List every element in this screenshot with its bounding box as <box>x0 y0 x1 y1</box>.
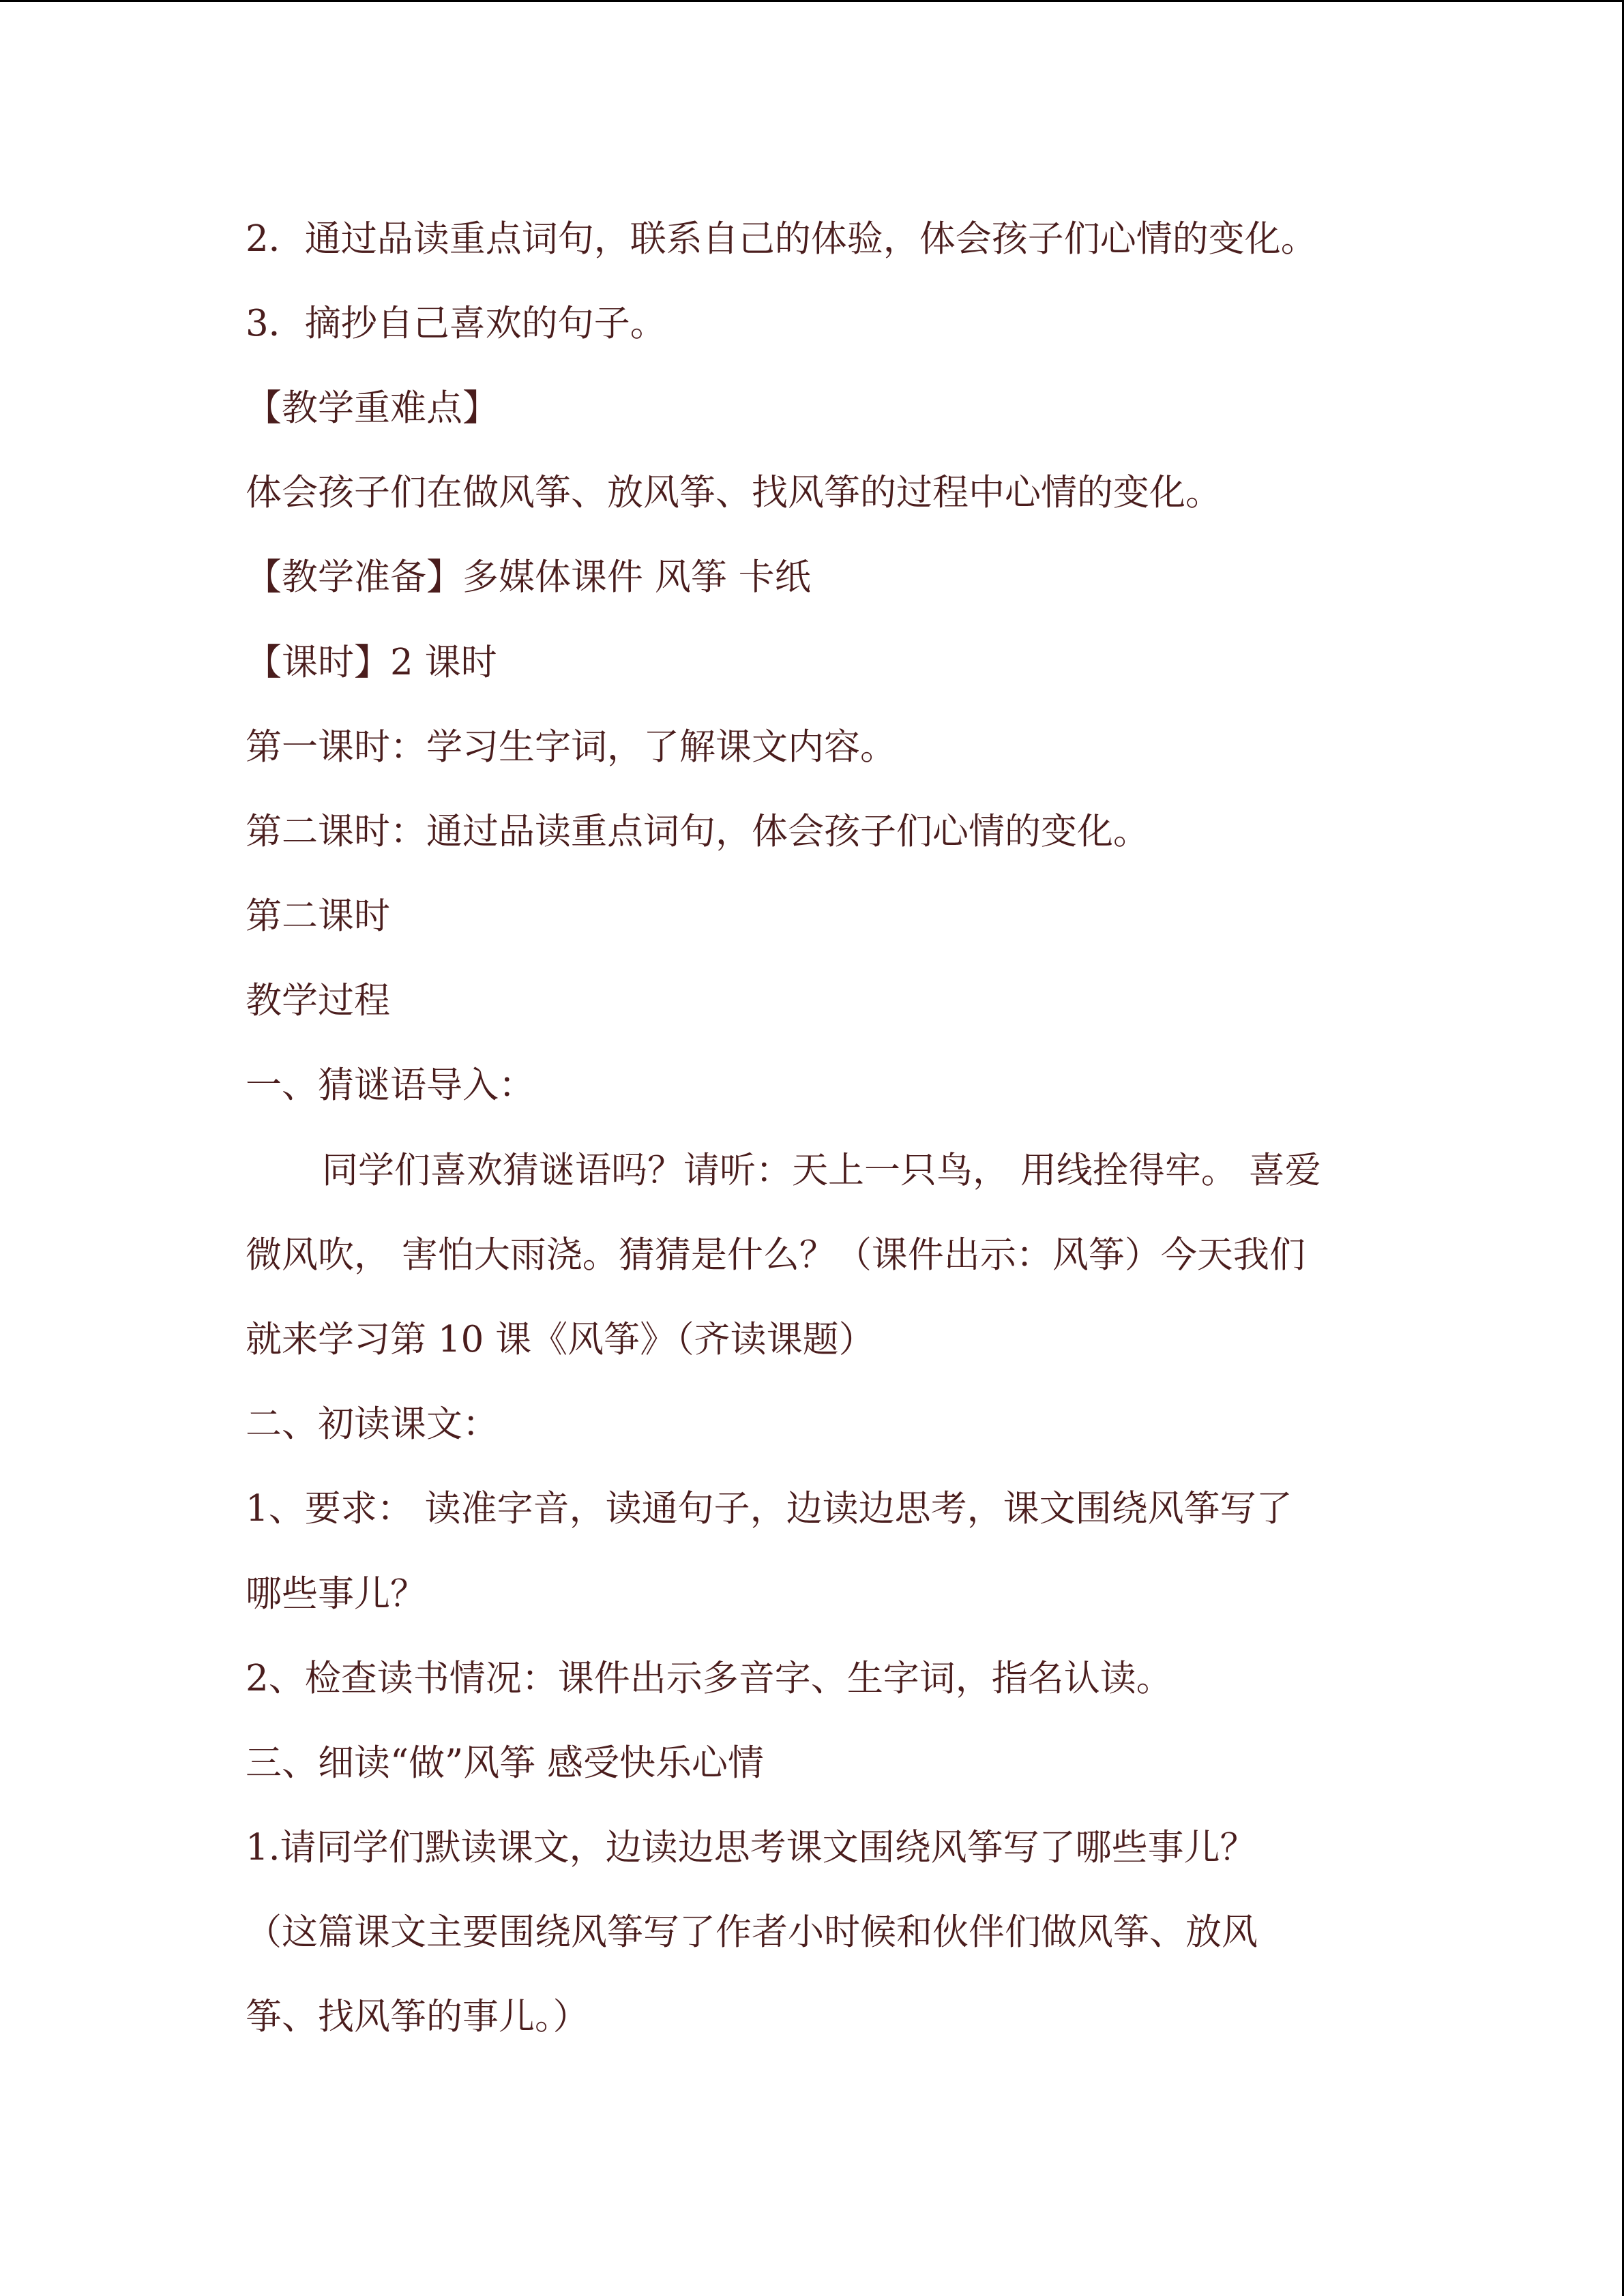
objective-2-line: 2．通过品读重点词句，联系自己的体验，体会孩子们心情的变化。 <box>246 218 1317 260</box>
requirement-line-1: 1、要求： 读准字音，读通句子，边读边思考，课文围绕风筝写了 <box>246 1488 1293 1530</box>
requirement-line-2: 哪些事儿？ <box>246 1573 426 1615</box>
section-3-heading: 三、细读“做”风筝 感受快乐心情 <box>246 1742 765 1784</box>
key-difficulty-heading: 【教学重难点】 <box>246 387 499 429</box>
riddle-paragraph-line-3: 就来学习第 10 课《风筝》（齐读课题） <box>246 1319 875 1360</box>
teaching-process-heading: 教学过程 <box>246 980 390 1022</box>
second-lesson-heading: 第二课时 <box>246 895 390 937</box>
riddle-paragraph-line-2: 微风吹， 害怕大雨浇。猜猜是什么？（课件出示：风筝）今天我们 <box>246 1234 1305 1276</box>
section-1-heading: 一、猜谜语导入： <box>246 1064 535 1106</box>
answer-line-2: 筝、找风筝的事儿。） <box>246 1996 589 2038</box>
answer-line-1: （这篇课文主要围绕风筝写了作者小时候和伙伴们做风筝、放风 <box>246 1911 1258 1953</box>
objective-3-line: 3．摘抄自己喜欢的句子。 <box>246 303 666 344</box>
reading-check-line: 2、检查读书情况：课件出示多音字、生字词，指名认读。 <box>246 1658 1172 1699</box>
second-lesson-line: 第二课时：通过品读重点词句，体会孩子们心情的变化。 <box>246 811 1149 852</box>
key-difficulty-text: 体会孩子们在做风筝、放风筝、找风筝的过程中心情的变化。 <box>246 472 1222 513</box>
silent-reading-line: 1.请同学们默读课文，边读边思考课文围绕风筝写了哪些事儿？ <box>246 1827 1256 1868</box>
riddle-paragraph-line-1: 同学们喜欢猜谜语吗？请听：天上一只鸟， 用线拴得牢。 喜爱 <box>322 1150 1321 1191</box>
first-lesson-line: 第一课时：学习生字词，了解课文内容。 <box>246 726 896 768</box>
class-hours-line: 【课时】2 课时 <box>246 642 497 683</box>
preparation-line: 【教学准备】多媒体课件 风筝 卡纸 <box>246 556 811 598</box>
section-2-heading: 二、初读课文： <box>246 1403 499 1445</box>
